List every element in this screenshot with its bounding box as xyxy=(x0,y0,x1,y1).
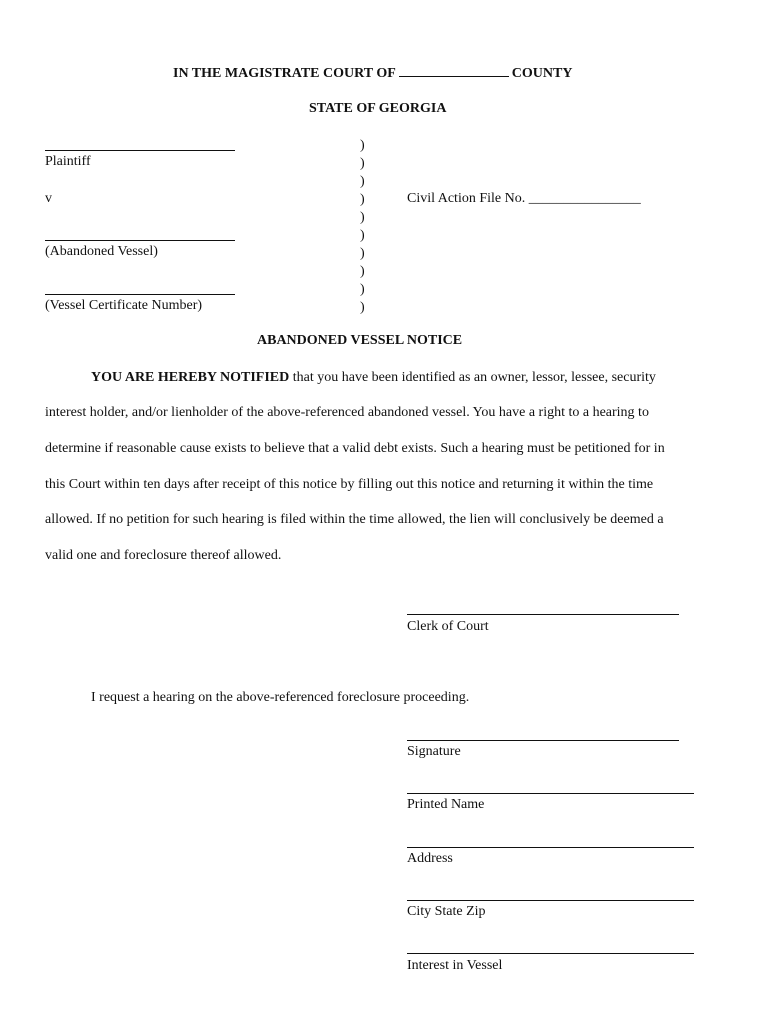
certificate-label: (Vessel Certificate Number) xyxy=(45,298,203,313)
paren: ) xyxy=(360,210,365,225)
civil-action-file-no: Civil Action File No. ________________ xyxy=(407,191,641,206)
notice-title: ABANDONED VESSEL NOTICE xyxy=(257,333,463,348)
vessel-line xyxy=(45,240,235,241)
notice-lead-rest: that you have been identified as an owner, lessor, lessee, security xyxy=(289,370,656,385)
court-heading xyxy=(173,65,572,82)
notice-line: allowed. If no petition for such hearing is filed within the time allowed, the lien will conclusively be deemed a xyxy=(45,512,664,527)
versus-label: v xyxy=(45,191,52,206)
city-state-zip-label: City State Zip xyxy=(407,904,486,919)
paren: ) xyxy=(360,264,365,279)
paren: ) xyxy=(360,156,365,171)
hearing-request-text: I request a hearing on the above-referenced foreclosure proceeding. xyxy=(91,690,470,705)
notice-lead-line xyxy=(91,370,656,386)
signature-label: Signature xyxy=(407,744,461,759)
notice-line: this Court within ten days after receipt of this notice by filling out this notice and returning it within the time xyxy=(45,477,654,492)
court-prefix: IN THE MAGISTRATE COURT OF xyxy=(173,66,396,81)
paren: ) xyxy=(360,174,365,189)
printed-name-line xyxy=(407,793,694,794)
plaintiff-label: Plaintiff xyxy=(45,154,91,169)
paren: ) xyxy=(360,282,365,297)
notice-line: interest holder, and/or lienholder of the above-referenced abandoned vessel. You have a right to a hearing to xyxy=(45,405,649,420)
paren: ) xyxy=(360,192,365,207)
state-heading: STATE OF GEORGIA xyxy=(309,101,447,116)
interest-line xyxy=(407,953,694,954)
address-line xyxy=(407,847,694,848)
clerk-signature-line xyxy=(407,614,679,615)
interest-label: Interest in Vessel xyxy=(407,958,503,973)
certificate-line xyxy=(45,294,235,295)
paren-column xyxy=(360,137,365,317)
notice-line: determine if reasonable cause exists to believe that a valid debt exists. Such a hearing must be petitioned for in xyxy=(45,441,665,456)
paren: ) xyxy=(360,228,365,243)
notice-line: valid one and foreclosure thereof allowed. xyxy=(45,548,282,563)
paren: ) xyxy=(360,138,365,153)
county-blank xyxy=(399,65,509,77)
paren: ) xyxy=(360,300,365,315)
paren: ) xyxy=(360,246,365,261)
signature-line xyxy=(407,740,679,741)
city-state-zip-line xyxy=(407,900,694,901)
vessel-label: (Abandoned Vessel) xyxy=(45,244,158,259)
printed-name-label: Printed Name xyxy=(407,797,485,812)
court-suffix: COUNTY xyxy=(511,66,573,81)
notice-lead-bold: YOU ARE HEREBY NOTIFIED xyxy=(91,370,290,385)
clerk-label: Clerk of Court xyxy=(407,619,489,634)
plaintiff-line xyxy=(45,150,235,151)
address-label: Address xyxy=(407,851,453,866)
